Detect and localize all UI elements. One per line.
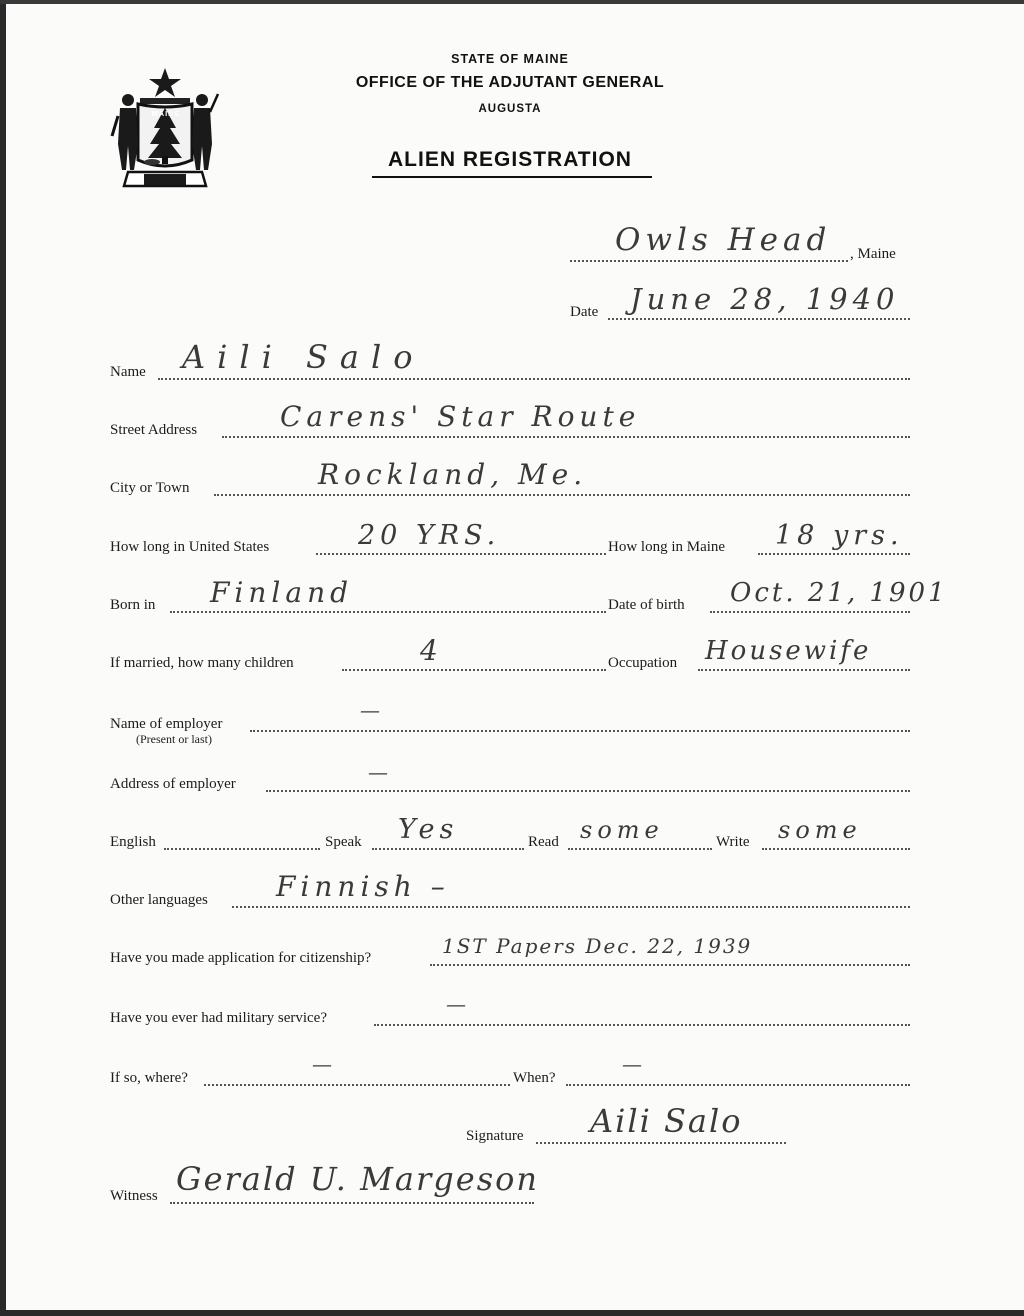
when-value: — xyxy=(622,1052,647,1076)
street-value: Carens' Star Route xyxy=(280,400,641,433)
name-label: Name xyxy=(110,364,146,380)
name-value: Aili Salo xyxy=(182,338,425,376)
witness-label: Witness xyxy=(110,1188,158,1204)
employer-address-line xyxy=(266,790,910,792)
children-value: 4 xyxy=(420,634,443,667)
us-years-label: How long in United States xyxy=(110,539,270,555)
signature-value: Aili Salo xyxy=(590,1102,743,1140)
occupation-line xyxy=(698,669,910,671)
street-line xyxy=(222,436,910,438)
dob-line xyxy=(710,611,910,613)
citizenship-value: 1ST Papers Dec. 22, 1939 xyxy=(442,934,753,958)
occupation-value: Housewife xyxy=(705,636,872,666)
military-label: Have you ever had military service? xyxy=(110,1010,327,1026)
date-line xyxy=(608,318,910,320)
when-line xyxy=(566,1084,910,1086)
born-in-value: Finland xyxy=(210,576,354,609)
where-line xyxy=(204,1084,510,1086)
citizenship-line xyxy=(430,964,910,966)
street-label: Street Address xyxy=(110,422,198,438)
signature-label: Signature xyxy=(466,1128,524,1144)
born-in-line xyxy=(170,611,606,613)
us-years-value: 20 YRS. xyxy=(358,520,501,551)
place-line xyxy=(570,260,848,262)
citizenship-label: Have you made application for citizenship? xyxy=(110,950,372,966)
dob-label: Date of birth xyxy=(608,597,685,613)
header-state: STATE OF MAINE xyxy=(451,52,569,66)
city-line xyxy=(214,494,910,496)
employer-line xyxy=(250,730,910,732)
city-label: City or Town xyxy=(110,480,190,496)
maine-years-label: How long in Maine xyxy=(608,539,726,555)
military-line xyxy=(374,1024,910,1026)
title-underline xyxy=(372,176,652,178)
form-title: ALIEN REGISTRATION xyxy=(388,148,632,171)
children-label: If married, how many children xyxy=(110,655,294,671)
occupation-label: Occupation xyxy=(608,655,678,671)
english-line xyxy=(164,848,320,850)
read-value: some xyxy=(580,816,664,844)
maine-years-line xyxy=(758,553,910,555)
english-label: English xyxy=(110,834,156,850)
header-city: AUGUSTA xyxy=(478,103,542,115)
dob-value: Oct. 21, 1901 xyxy=(730,578,948,608)
employer-value: — xyxy=(360,698,385,722)
witness-line xyxy=(170,1202,534,1204)
place-value: Owls Head xyxy=(615,222,832,258)
other-languages-value: Finnish – xyxy=(276,870,450,903)
name-line xyxy=(158,378,910,380)
employer-address-label: Address of employer xyxy=(110,776,236,792)
when-label: When? xyxy=(513,1070,556,1086)
date-value: June 28, 1940 xyxy=(630,282,900,316)
children-line xyxy=(342,669,606,671)
write-line xyxy=(762,848,910,850)
write-value: some xyxy=(778,816,862,844)
where-label: If so, where? xyxy=(110,1070,188,1086)
seal-motto: MAINE xyxy=(151,109,181,118)
employer-label: Name of employer xyxy=(110,716,223,732)
employer-address-value: — xyxy=(368,760,393,784)
born-in-label: Born in xyxy=(110,597,156,613)
employer-sublabel: (Present or last) xyxy=(136,732,212,746)
speak-value: Yes xyxy=(398,814,459,845)
date-label: Date xyxy=(570,304,599,320)
header-office: OFFICE OF THE ADJUTANT GENERAL xyxy=(355,74,665,91)
place-suffix: , Maine xyxy=(850,246,896,262)
where-value: — xyxy=(312,1052,337,1076)
read-label: Read xyxy=(528,834,559,850)
signature-line xyxy=(536,1142,786,1144)
other-languages-label: Other languages xyxy=(110,892,208,908)
write-label: Write xyxy=(716,834,750,850)
witness-value: Gerald U. Margeson xyxy=(176,1160,539,1198)
city-value: Rockland, Me. xyxy=(318,458,588,491)
us-years-line xyxy=(316,553,606,555)
military-value: — xyxy=(446,992,471,1016)
read-line xyxy=(568,848,712,850)
maine-years-value: 18 yrs. xyxy=(775,520,904,551)
scan-edge-left xyxy=(0,0,6,1316)
maine-state-seal-icon xyxy=(110,64,220,190)
speak-line xyxy=(372,848,524,850)
scan-edge-top xyxy=(0,0,1024,4)
scan-edge-bottom xyxy=(0,1310,1024,1316)
other-languages-line xyxy=(232,906,910,908)
speak-label: Speak xyxy=(325,834,362,850)
